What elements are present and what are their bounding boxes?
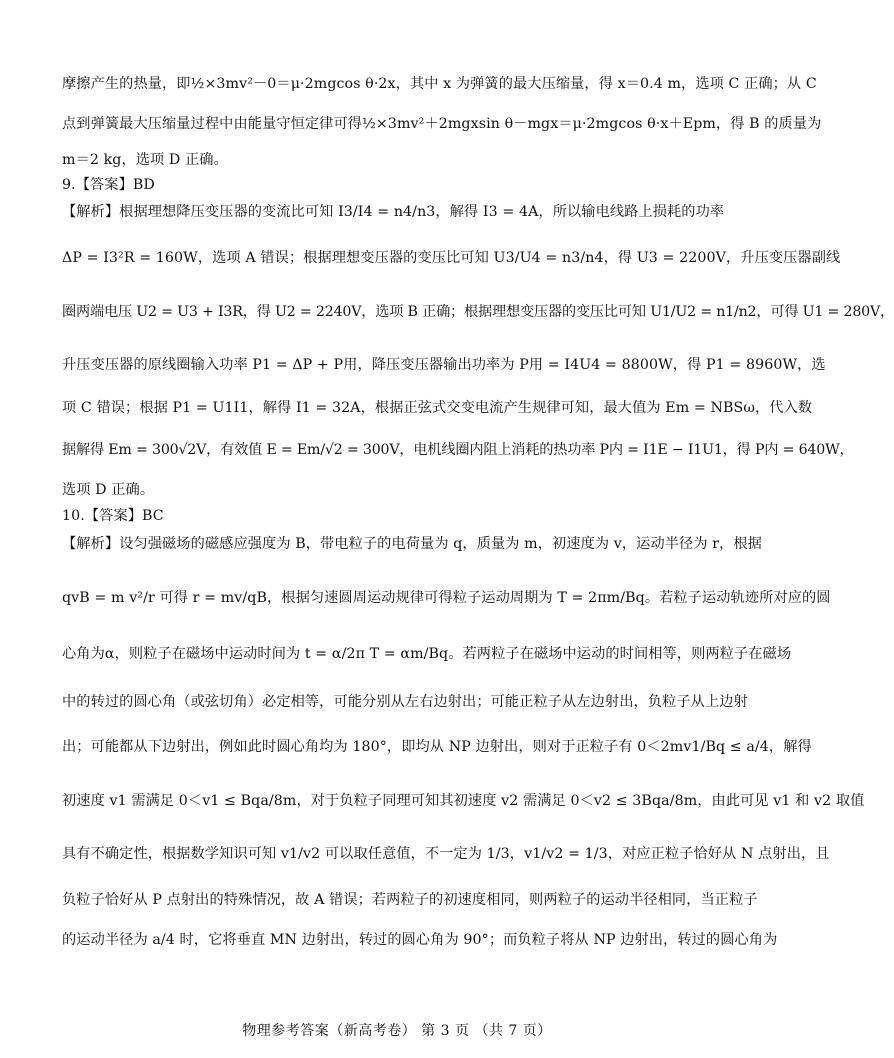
text-line: 负粒子恰好从 P 点射出的特殊情况，故 A 错误；若两粒子的初速度相同，则两粒子的运动半径相同，当正粒子 xyxy=(62,892,758,908)
text-line: ΔP = I3²R = 160W，选项 A 错误；根据理想变压器的变压比可知 U3/U4 = n3/n4，得 U3 = 2200V，升压变压器副线 xyxy=(62,250,841,266)
text-line: 中的转过的圆心角（或弦切角）必定相等，可能分别从左右边射出；可能正粒子从左边射出，负粒子从上边射 xyxy=(62,694,748,710)
text-line: 摩擦产生的热量，即½×3mv²－0＝μ·2mgcos θ·2x，其中 x 为弹簧的最大压缩量，得 x＝0.4 m，选项 C 正确；从 C xyxy=(62,76,817,92)
text-line: 具有不确定性，根据数学知识可知 v1/v2 可以取任意值，不一定为 1/3，v1/v2 = 1/3，对应正粒子恰好从 N 点射出，且 xyxy=(62,846,830,862)
text-line: 升压变压器的原线圈输入功率 P1 = ΔP + P用，降压变压器输出功率为 P用 = I4U4 = 8800W，得 P1 = 8960W，选 xyxy=(62,357,826,373)
text-line: 选项 D 正确。 xyxy=(62,482,155,498)
text-line: 【解析】根据理想降压变压器的变流比可知 I3/I4 = n4/n3，解得 I3 = 4A，所以输电线路上损耗的功率 xyxy=(62,204,725,220)
text-line: 项 C 错误；根据 P1 = U1I1，解得 I1 = 32A，根据正弦式交变电流产生规律可知，最大值为 Em = NBSω，代入数 xyxy=(62,400,813,416)
text-line: 圈两端电压 U2 = U3 + I3R，得 U2 = 2240V，选项 B 正确；根据理想变压器的变压比可知 U1/U2 = n1/n2，可得 U1 = 280V， xyxy=(62,304,894,320)
answer-heading-9: 9.【答案】BD xyxy=(62,177,155,193)
text-line: 据解得 Em = 300√2V，有效值 E = Em/√2 = 300V，电机线圈内阻上消耗的热功率 P内 = I1E − I1U1，得 P内 = 640W， xyxy=(62,442,854,458)
text-line: 的运动半径为 a/4 时，它将垂直 MN 边射出，转过的圆心角为 90°；而负粒子将从 NP 边射出，转过的圆心角为 xyxy=(62,932,778,948)
text-line: 【解析】设匀强磁场的磁感应强度为 B，带电粒子的电荷量为 q，质量为 m，初速度为 v，运动半径为 r，根据 xyxy=(62,536,762,552)
text-line: m＝2 kg，选项 D 正确。 xyxy=(62,152,228,168)
text-line: 初速度 v1 需满足 0＜v1 ≤ Bqa/8m，对于负粒子同理可知其初速度 v2 需满足 0＜v2 ≤ 3Bqa/8m，由此可见 v1 和 v2 取值 xyxy=(62,793,865,809)
text-line: 出；可能都从下边射出，例如此时圆心角均为 180°，即均从 NP 边射出，则对于正粒子有 0＜2mv1/Bq ≤ a/4，解得 xyxy=(62,739,812,755)
text-line: 点到弹簧最大压缩量过程中由能量守恒定律可得½×3mv²＋2mgxsin θ－mgx＝μ·2mgcos θ·x＋Epm，得 B 的质量为 xyxy=(62,116,822,132)
answer-heading-10: 10.【答案】BC xyxy=(62,508,164,524)
page-footer: 物理参考答案（新高考卷） 第 3 页 （共 7 页） xyxy=(242,1023,552,1039)
text-line: qvB = m v²/r 可得 r = mv/qB，根据匀速圆周运动规律可得粒子运动周期为 T = 2πm/Bq。若粒子运动轨迹所对应的圆 xyxy=(62,590,831,606)
text-line: 心角为α，则粒子在磁场中运动时间为 t = α/2π T = αm/Bq。若两粒子在磁场中运动的时间相等，则两粒子在磁场 xyxy=(62,646,792,662)
